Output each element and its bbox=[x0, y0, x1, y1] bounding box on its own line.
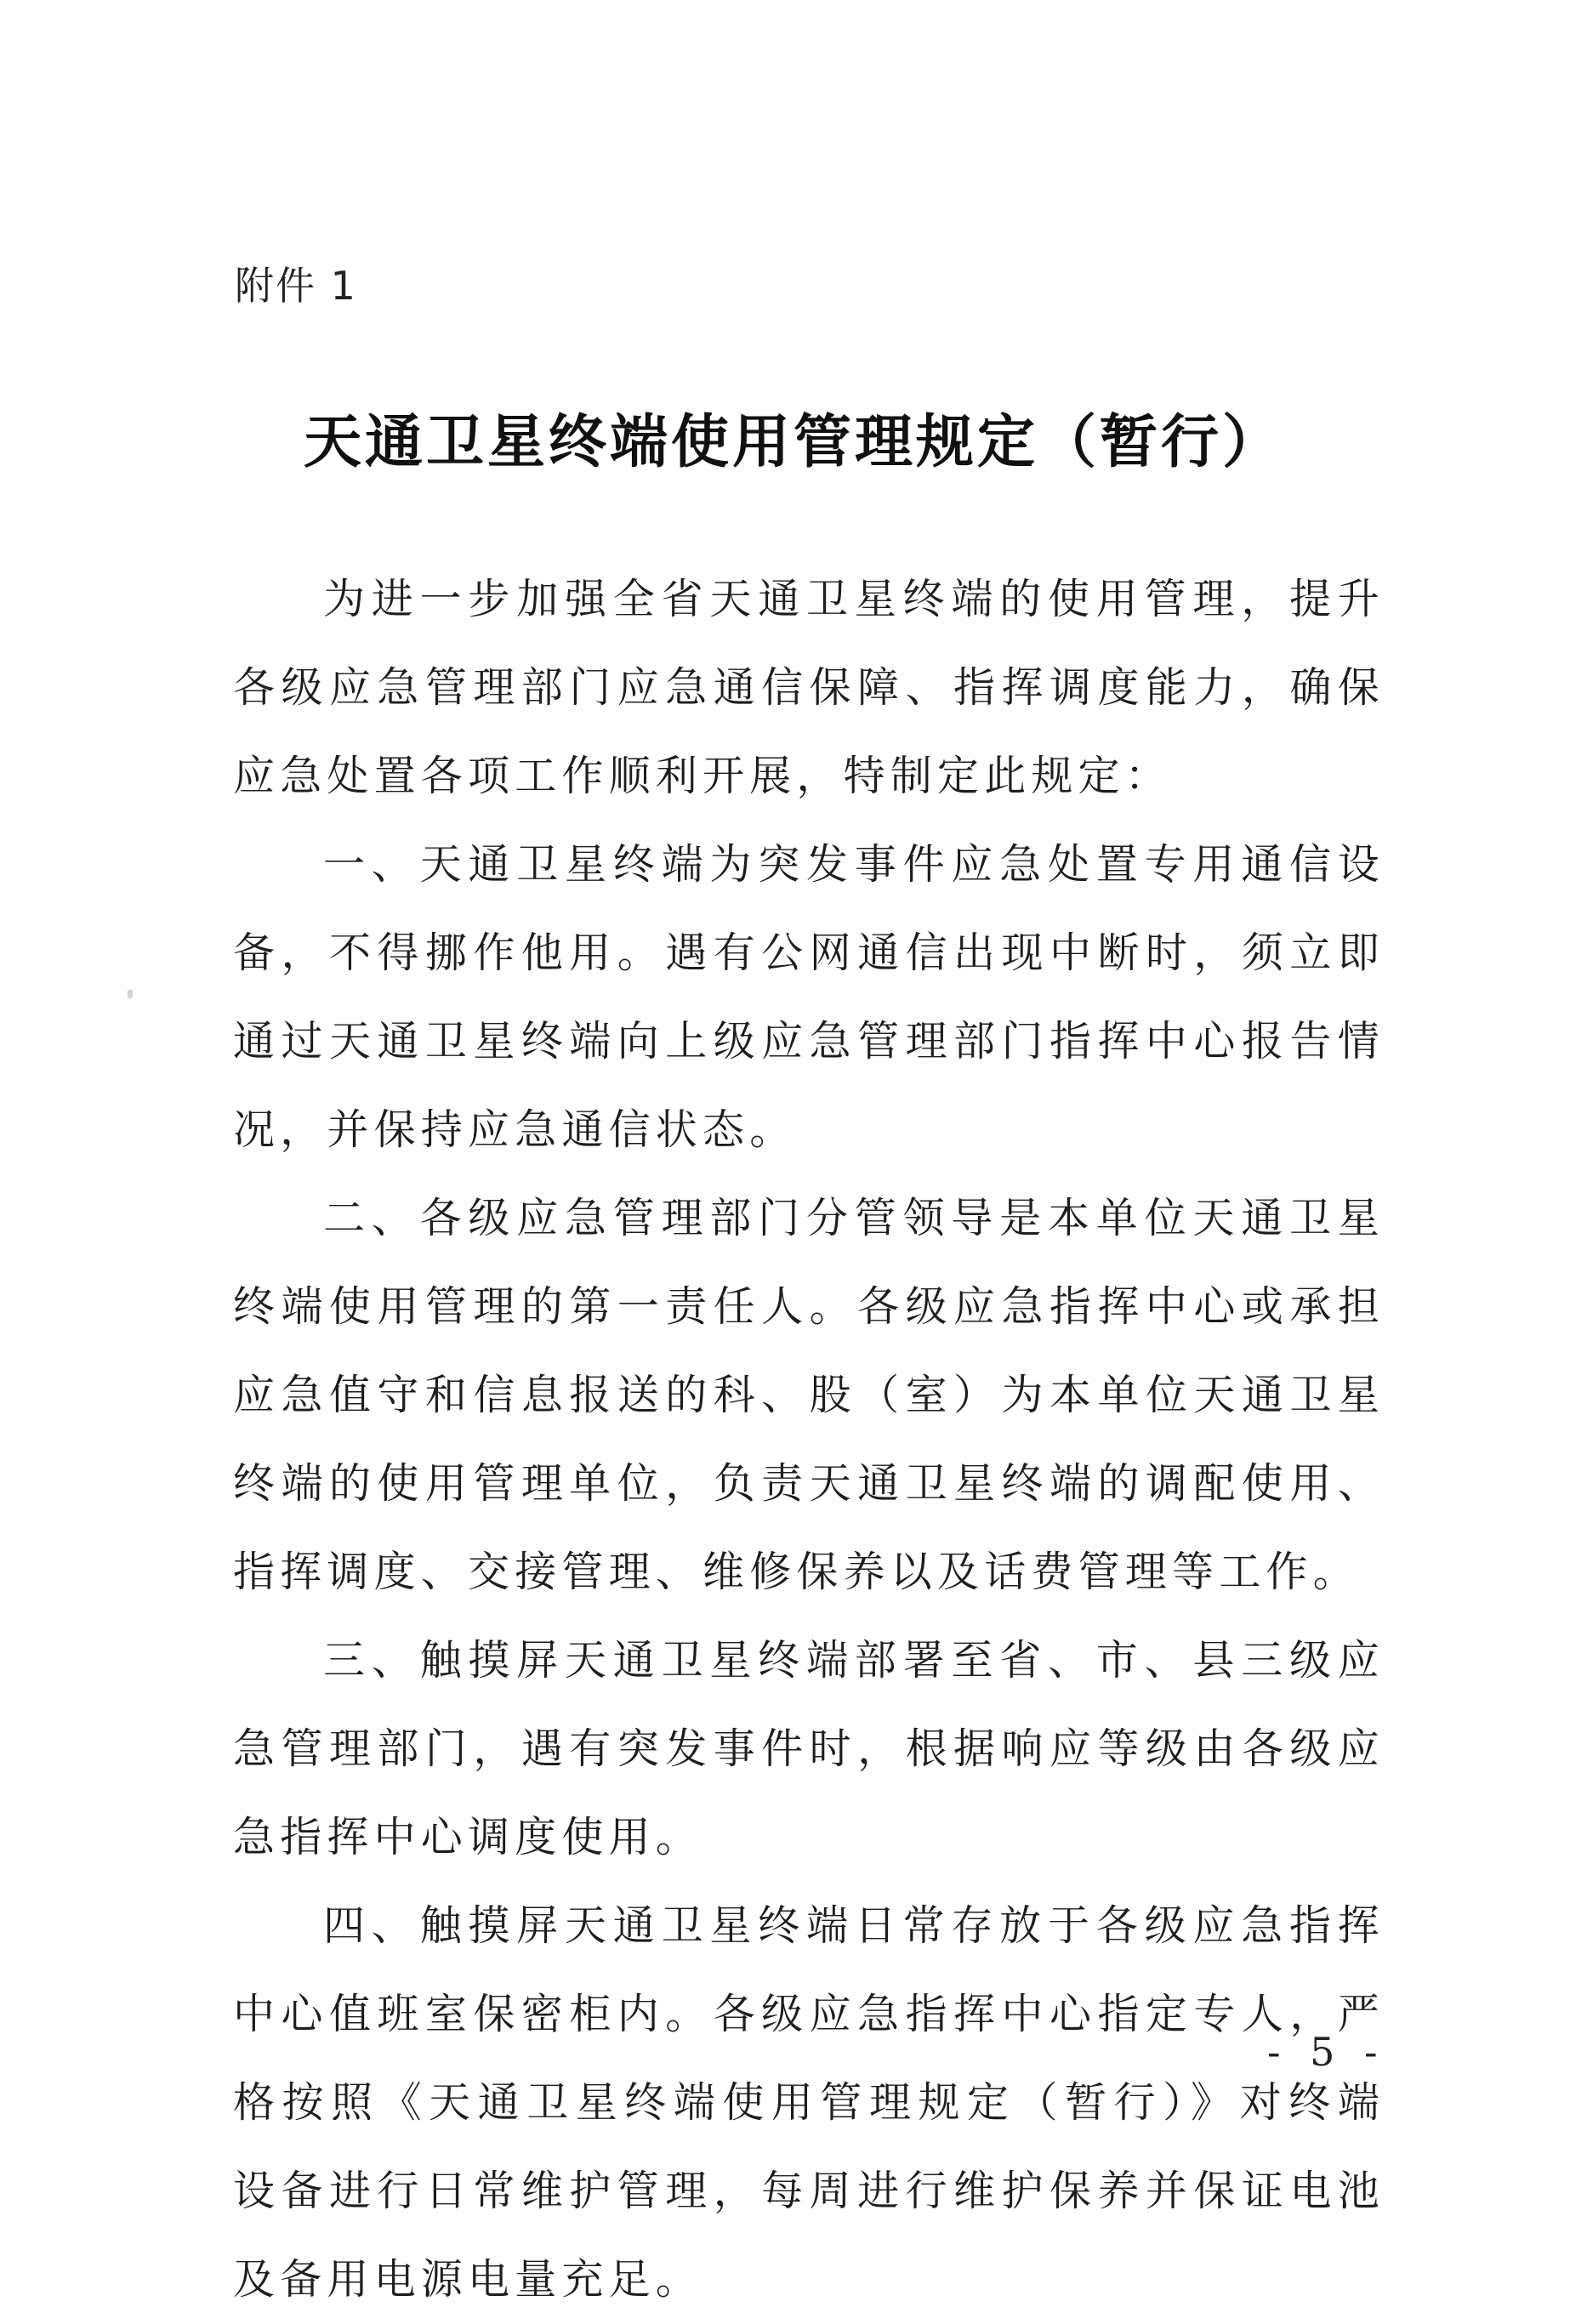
page-number: - 5 - bbox=[1267, 2029, 1386, 2075]
clause-1-paragraph: 一、天通卫星终端为突发事件应急处置专用通信设备，不得挪作他用。遇有公网通信出现中断时，须立即通过天通卫星终端向上级应急管理部门指挥中心报告情况，并保持应急通信状态。 bbox=[233, 840, 1385, 1154]
clause-2-paragraph: 二、各级应急管理部门分管领导是本单位天通卫星终端使用管理的第一责任人。各级应急指挥中心或承担应急值守和信息报送的科、股（室）为本单位天通卫星终端的使用管理单位，负责天通卫星终端的调配使用、指挥调度、交接管理、维修保养以及话费管理等工作。 bbox=[233, 1194, 1385, 1596]
clause-3-paragraph: 三、触摸屏天通卫星终端部署至省、市、县三级应急管理部门，遇有突发事件时，根据响应等级由各级应急指挥中心调度使用。 bbox=[233, 1636, 1385, 1861]
attachment-label: 附件 1 bbox=[235, 263, 357, 309]
scan-speck bbox=[128, 990, 133, 998]
document-title: 天通卫星终端使用管理规定（暂行） bbox=[303, 409, 1283, 476]
intro-paragraph: 为进一步加强全省天通卫星终端的使用管理，提升各级应急管理部门应急通信保障、指挥调度能力，确保应急处置各项工作顺利开展，特制定此规定： bbox=[233, 575, 1385, 800]
clause-4-paragraph: 四、触摸屏天通卫星终端日常存放于各级应急指挥中心值班室保密柜内。各级应急指挥中心指定专人，严格按照《天通卫星终端使用管理规定（暂行）》对终端设备进行日常维护管理，每周进行维护保养并保证电池及备用电源电量充足。 bbox=[233, 1901, 1385, 2304]
document-body bbox=[233, 555, 1385, 2324]
